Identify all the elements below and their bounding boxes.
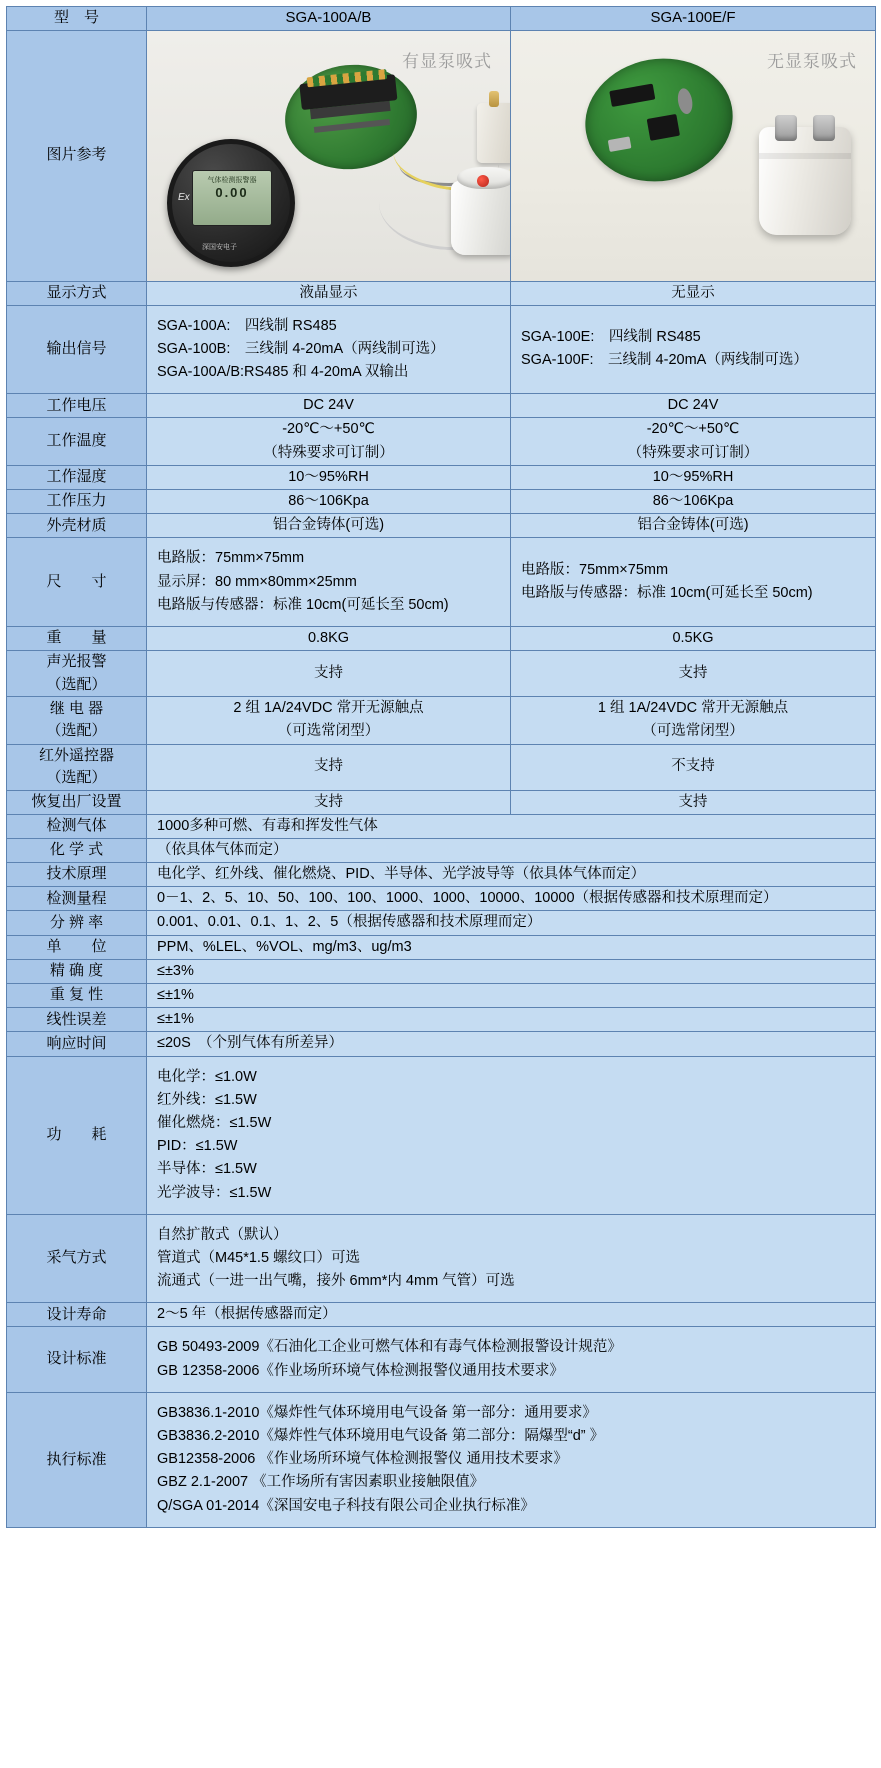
circuit-board-b-image xyxy=(576,47,743,193)
value-line: 自然扩散式（默认） xyxy=(157,1226,288,1243)
value-line: 流通式（一进一出气嘴，接外 6mm*内 4mm 气管）可选 xyxy=(157,1273,515,1290)
chip-2 xyxy=(647,113,680,140)
value-line: （特殊要求可订制） xyxy=(263,444,394,461)
row-label-resolution: 分 辨 率 xyxy=(7,911,147,935)
value-a-output-signal xyxy=(147,305,511,394)
display-meter-image xyxy=(167,139,295,267)
row-label-ir-remote-main: 红外遥控器 xyxy=(38,746,114,764)
value-b-factory-reset: 支持 xyxy=(511,790,876,814)
value-line: 半导体：≤1.5W xyxy=(157,1161,257,1178)
value-b-output-signal xyxy=(511,305,876,394)
table-row-model xyxy=(7,7,876,31)
table-row-response-time xyxy=(7,1032,876,1056)
row-label-alarm xyxy=(7,651,147,697)
table-row-detected-gas xyxy=(7,814,876,838)
sensor-indicator-dot xyxy=(477,175,489,187)
row-label-alarm-sub: （选配） xyxy=(46,675,107,693)
table-row-repeatability xyxy=(7,984,876,1008)
value-line: 电化学：≤1.0W xyxy=(157,1068,257,1085)
meter-screen xyxy=(192,170,272,226)
value-response-time: ≤20S （个别气体有所差异） xyxy=(147,1032,876,1056)
table-row-alarm xyxy=(7,651,876,697)
table-row-dimensions xyxy=(7,538,876,627)
row-label-technology: 技术原理 xyxy=(7,863,147,887)
value-line: GB3836.1-2010《爆炸性气体环境用电气设备 第一部分：通用要求》 xyxy=(157,1404,597,1421)
gas-port-2 xyxy=(813,115,835,141)
value-b-relay xyxy=(511,697,876,744)
sensor-probe-a xyxy=(451,181,510,255)
row-label-power: 功 耗 xyxy=(7,1056,147,1214)
value-line: 电路版：75mm×75mm xyxy=(521,561,669,578)
sensor-band xyxy=(759,153,851,159)
table-row-temperature xyxy=(7,418,876,465)
chip-3 xyxy=(608,136,632,152)
value-b-display: 无显示 xyxy=(511,281,876,305)
row-label-detected-gas: 检测气体 xyxy=(7,814,147,838)
value-line: 管道式（M45*1.5 螺纹口）可选 xyxy=(157,1249,361,1266)
table-row-unit xyxy=(7,935,876,959)
row-label-ir-remote xyxy=(7,744,147,790)
value-line: GB12358-2006 《作业场所环境气体检测报警仪 通用技术要求》 xyxy=(157,1451,568,1468)
chip-4 xyxy=(676,87,694,115)
value-a-ir-remote: 支持 xyxy=(147,744,511,790)
value-a-humidity: 10～95%RH xyxy=(147,465,511,489)
value-line: GBZ 2.1-2007 《工作场所有害因素职业接触限值》 xyxy=(157,1474,485,1491)
table-row-output-signal xyxy=(7,305,876,394)
table-row-relay xyxy=(7,697,876,744)
value-technology: 电化学、红外线、催化燃烧、PID、半导体、光学波导等（依具体气体而定） xyxy=(147,863,876,887)
row-label-unit: 单 位 xyxy=(7,935,147,959)
value-b-pressure: 86～106Kpa xyxy=(511,490,876,514)
value-b-weight: 0.5KG xyxy=(511,626,876,650)
row-label-sampling: 采气方式 xyxy=(7,1214,147,1303)
value-a-housing: 铝合金铸体(可选) xyxy=(147,514,511,538)
value-line: Q/SGA 01-2014《深国安电子科技有限公司企业执行标准》 xyxy=(157,1497,535,1514)
value-line: GB3836.2-2010《爆炸性气体环境用电气设备 第二部分：隔爆型“d” 》 xyxy=(157,1428,605,1444)
meter-screen-row1: 气体检测报警器 xyxy=(207,176,257,184)
row-label-output-signal: 输出信号 xyxy=(7,305,147,394)
table-row-execution-standard xyxy=(7,1392,876,1527)
table-row-housing xyxy=(7,514,876,538)
value-a-factory-reset: 支持 xyxy=(147,790,511,814)
row-label-humidity: 工作湿度 xyxy=(7,465,147,489)
value-b-dimensions xyxy=(511,538,876,627)
value-a-weight: 0.8KG xyxy=(147,626,511,650)
table-row-ir-remote xyxy=(7,744,876,790)
value-a-alarm: 支持 xyxy=(147,651,511,697)
table-row-voltage xyxy=(7,394,876,418)
table-row-range xyxy=(7,887,876,911)
table-row-accuracy xyxy=(7,959,876,983)
table-row-technology xyxy=(7,863,876,887)
value-line: （可选常闭型） xyxy=(277,723,380,740)
table-row-humidity xyxy=(7,465,876,489)
value-b-ir-remote: 不支持 xyxy=(511,744,876,790)
specification-table xyxy=(6,6,876,1528)
row-label-alarm-main: 声光报警 xyxy=(46,653,107,671)
row-label-execution-standard: 执行标准 xyxy=(7,1392,147,1527)
value-b-alarm: 支持 xyxy=(511,651,876,697)
value-line: （特殊要求可订制） xyxy=(627,444,759,461)
row-label-housing: 外壳材质 xyxy=(7,514,147,538)
value-accuracy: ≤±3% xyxy=(147,959,876,983)
value-line: 电路版与传感器：标准 10cm(可延长至 50cm) xyxy=(521,585,813,602)
sensor-cylinder-a xyxy=(477,103,510,163)
table-row-display xyxy=(7,281,876,305)
photo-cell-b xyxy=(511,30,876,281)
sensor-probe-b xyxy=(759,127,851,235)
value-repeatability: ≤±1% xyxy=(147,984,876,1008)
row-label-factory-reset: 恢复出厂设置 xyxy=(7,790,147,814)
value-line: SGA-100A/B:RS485 和 4-20mA 双输出 xyxy=(157,364,409,381)
row-label-relay-main: 继 电 器 xyxy=(49,699,104,717)
row-label-dimensions: 尺 寸 xyxy=(7,538,147,627)
value-power xyxy=(147,1056,876,1214)
value-line: 电路版与传感器：标准 10cm(可延长至 50cm) xyxy=(157,596,449,613)
table-row-lifetime xyxy=(7,1303,876,1327)
photo-caption-a: 有显泵吸式 xyxy=(402,51,492,71)
value-b-temperature xyxy=(511,418,876,465)
row-label-voltage: 工作电压 xyxy=(7,394,147,418)
table-row-weight xyxy=(7,626,876,650)
meter-brand: 深国安电子 xyxy=(202,243,237,251)
value-line: 红外线：≤1.5W xyxy=(157,1091,257,1108)
row-label-display: 显示方式 xyxy=(7,281,147,305)
value-line: SGA-100F: 三线制 4-20mA（两线制可选） xyxy=(521,352,808,369)
row-label-weight: 重 量 xyxy=(7,626,147,650)
value-chemical-formula: （依具体气体而定） xyxy=(147,838,876,862)
value-a-voltage: DC 24V xyxy=(147,394,511,418)
value-line: 显示屏：80 mm×80mm×25mm xyxy=(157,573,357,590)
value-detected-gas: 1000多种可燃、有毒和挥发性气体 xyxy=(147,814,876,838)
chip-1 xyxy=(609,83,655,106)
value-resolution: 0.001、0.01、0.1、1、2、5（根据传感器和技术原理而定） xyxy=(147,911,876,935)
value-line: 催化燃烧：≤1.5W xyxy=(157,1114,272,1131)
value-line: 2 组 1A/24VDC 常开无源触点 xyxy=(233,700,424,717)
value-line: SGA-100E: 四线制 RS485 xyxy=(521,329,701,346)
value-lifetime: 2～5 年（根据传感器而定） xyxy=(147,1303,876,1327)
table-row-resolution xyxy=(7,911,876,935)
value-linearity: ≤±1% xyxy=(147,1008,876,1032)
table-row-factory-reset xyxy=(7,790,876,814)
table-row-pressure xyxy=(7,490,876,514)
row-label-accuracy: 精 确 度 xyxy=(7,959,147,983)
value-line: 1 组 1A/24VDC 常开无源触点 xyxy=(597,700,789,717)
value-a-dimensions xyxy=(147,538,511,627)
row-label-relay xyxy=(7,697,147,744)
row-label-model: 型 号 xyxy=(7,7,147,31)
row-label-repeatability: 重 复 性 xyxy=(7,984,147,1008)
meter-screen-row2: 0.00 xyxy=(215,184,249,200)
value-b-humidity: 10～95%RH xyxy=(511,465,876,489)
column-header-a: SGA-100A/B xyxy=(147,7,511,31)
value-line: -20℃～+50℃ xyxy=(646,421,740,438)
value-line: -20℃～+50℃ xyxy=(282,421,375,438)
value-line: PID：≤1.5W xyxy=(157,1138,238,1155)
value-line: GB 50493-2009《石油化工企业可燃气体和有毒气体检测报警设计规范》 xyxy=(157,1339,622,1356)
row-label-response-time: 响应时间 xyxy=(7,1032,147,1056)
table-row-linearity xyxy=(7,1008,876,1032)
value-a-relay xyxy=(147,697,511,744)
row-label-pressure: 工作压力 xyxy=(7,490,147,514)
photo-caption-b: 无显泵吸式 xyxy=(767,51,857,71)
row-label-range: 检测量程 xyxy=(7,887,147,911)
value-execution-standard xyxy=(147,1392,876,1527)
row-label-temperature: 工作温度 xyxy=(7,418,147,465)
row-label-chemical-formula: 化 学 式 xyxy=(7,838,147,862)
value-line: 电路版：75mm×75mm xyxy=(157,550,305,567)
table-row-sampling xyxy=(7,1214,876,1303)
table-row-design-standard xyxy=(7,1327,876,1392)
photo-cell-a xyxy=(147,30,511,281)
value-sampling xyxy=(147,1214,876,1303)
row-label-relay-sub: （选配） xyxy=(46,722,107,740)
row-label-design-standard: 设计标准 xyxy=(7,1327,147,1392)
value-b-housing: 铝合金铸体(可选) xyxy=(511,514,876,538)
value-line: 光学波导：≤1.5W xyxy=(157,1184,272,1201)
value-line: SGA-100A: 四线制 RS485 xyxy=(157,317,337,334)
value-unit: PPM、%LEL、%VOL、mg/m3、ug/m3 xyxy=(147,935,876,959)
value-b-voltage: DC 24V xyxy=(511,394,876,418)
row-label-lifetime: 设计寿命 xyxy=(7,1303,147,1327)
row-label-ir-remote-sub: （选配） xyxy=(46,769,107,786)
table-row-chemical-formula xyxy=(7,838,876,862)
row-label-photo: 图片参考 xyxy=(7,30,147,281)
value-line: GB 12358-2006《作业场所环境气体检测报警仪通用技术要求》 xyxy=(157,1362,564,1379)
row-label-linearity: 线性误差 xyxy=(7,1008,147,1032)
value-a-display: 液晶显示 xyxy=(147,281,511,305)
value-a-pressure: 86～106Kpa xyxy=(147,490,511,514)
value-line: （可选常闭型） xyxy=(642,723,744,740)
table-row-photos xyxy=(7,30,876,281)
value-line: SGA-100B: 三线制 4-20mA（两线制可选） xyxy=(157,340,445,357)
value-a-temperature xyxy=(147,418,511,465)
ex-mark: Ex xyxy=(178,191,190,203)
table-row-power xyxy=(7,1056,876,1214)
column-header-b: SGA-100E/F xyxy=(511,7,876,31)
gas-port-1 xyxy=(775,115,797,141)
value-design-standard xyxy=(147,1327,876,1392)
value-range: 0－1、2、5、10、50、100、100、1000、1000、10000、10000（根据传感器和技术原理而定） xyxy=(147,887,876,911)
